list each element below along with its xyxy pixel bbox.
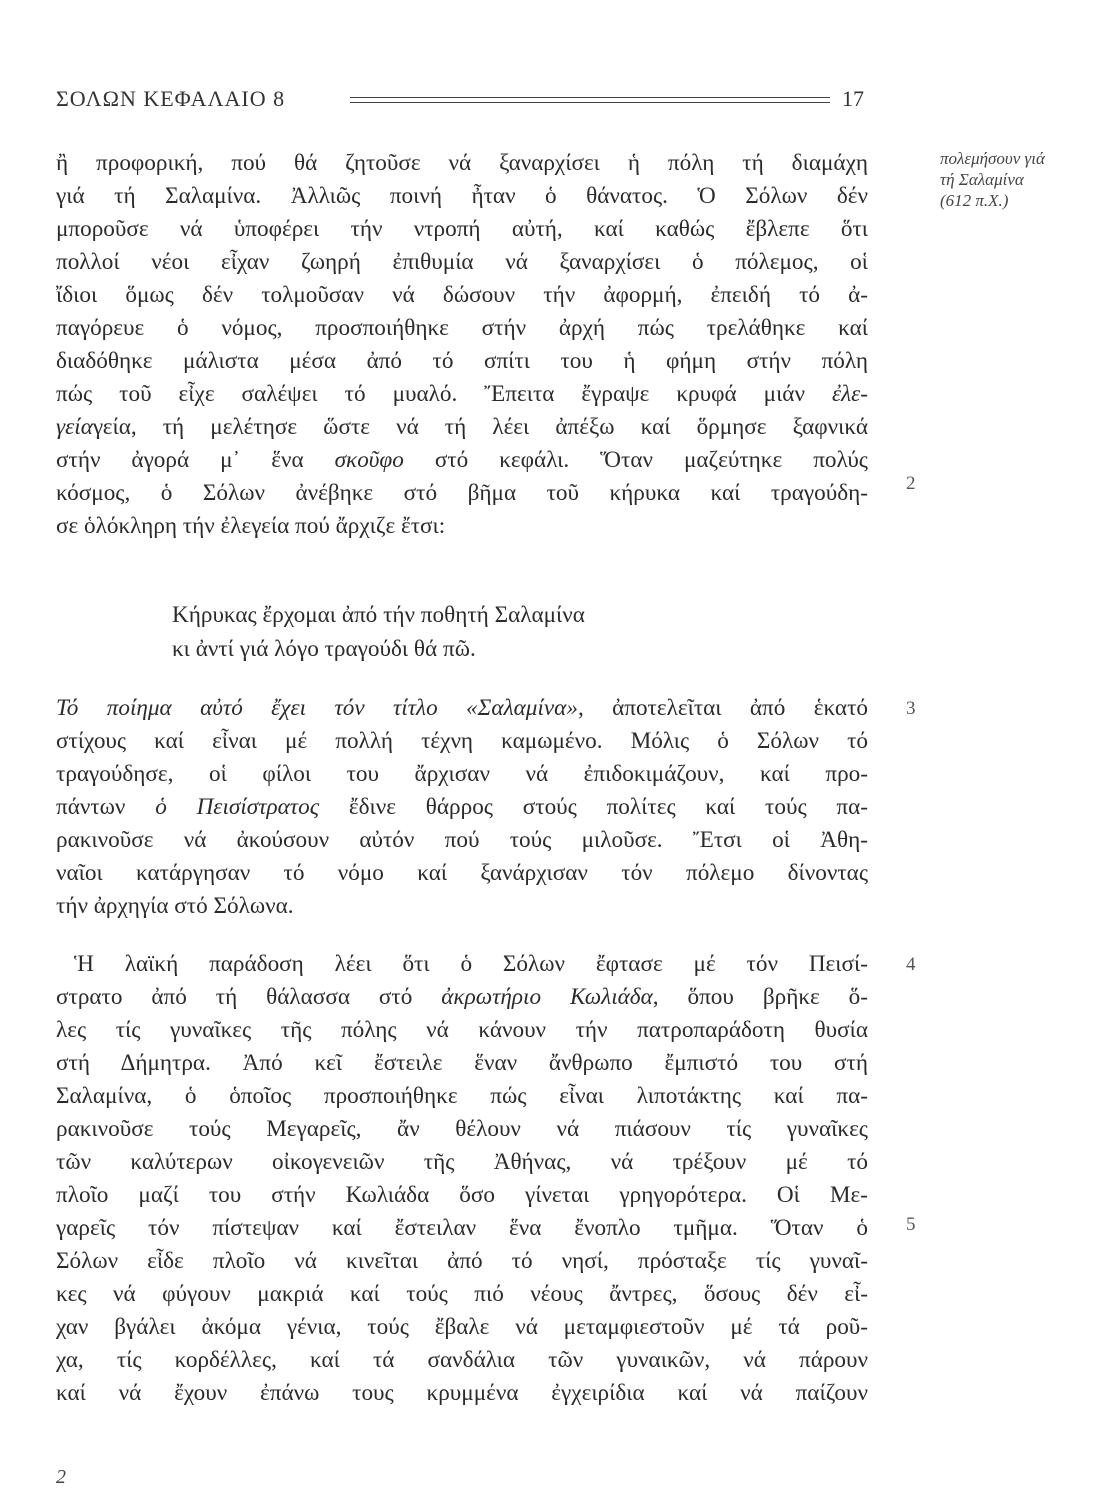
text-line: τήν ἀρχηγία στό Σόλωνα.: [56, 893, 294, 919]
paragraph-2: [56, 692, 868, 923]
text-line: Ἡ λαϊκή παράδοση λέει ὅτι ὁ Σόλων ἔφτασε μέ τόν Πεισί-: [74, 951, 868, 977]
page-number: 17: [842, 86, 864, 111]
text-run: στήν ἀγορά μ᾽ ἕνα: [56, 447, 335, 473]
italic-term: ἐλε-: [831, 381, 868, 407]
italic-term: ἀκρωτήριο Κωλιάδα: [441, 984, 653, 1010]
text-line: στίχους καί εἶναι μέ πολλή τέχνη καμωμένο. Μόλις ὁ Σόλων τό: [56, 728, 868, 754]
italic-term: σκοῦφο: [334, 447, 404, 473]
italic-term: Τό ποίημα αὐτό ἔχει τόν τίτλο «Σαλαμίνα»: [56, 695, 578, 721]
text-line: στή Δήμητρα. Ἀπό κεῖ ἔστειλε ἕναν ἄνθρωπο ἔμπιστό του στή: [56, 1050, 868, 1076]
margin-note-line: πολεμήσουν γιά: [940, 149, 1045, 168]
text-line: χα, τίς κορδέλλες, καί τά σανδάλια τῶν γυναικῶν, νά πάρουν: [56, 1347, 868, 1373]
text-line: λες τίς γυναῖκες τῆς πόλης νά κάνουν τήν πατροπαράδοτη θυσία: [56, 1017, 868, 1043]
text-run: πώς τοῦ εἶχε σαλέψει τό μυαλό. Ἔπειτα ἔγραψε κρυφά μιάν: [56, 381, 832, 407]
text-line: πολλοί νέοι εἶχαν ζωηρή ἐπιθυμία νά ξαναρχίσει ὁ πόλεμος, οἱ: [56, 249, 868, 275]
verse-line: κι ἀντί γιά λόγο τραγούδι θά πῶ.: [172, 636, 476, 662]
text-line: χαν βγάλει ἀκόμα γένια, τούς ἔβαλε νά μεταμφιεστοῦν μέ τά ροῦ-: [56, 1314, 868, 1340]
text-line: παγόρευε ὁ νόμος, προσποιήθηκε στήν ἀρχή πώς τρελάθηκε καί: [56, 315, 868, 341]
section-number: 5: [906, 1214, 916, 1235]
text-run: στό κεφάλι. Ὅταν μαζεύτηκε πολύς: [403, 447, 868, 473]
paragraph-1: [56, 147, 868, 543]
text-line: Σαλαμίνα, ὁ ὁποῖος προσποιήθηκε πώς εἶναι λιποτάκτης καί πα-: [56, 1083, 868, 1109]
text-line: πλοῖο μαζί του στήν Κωλιάδα ὅσο γίνεται γρηγορότερα. Οἱ Με-: [56, 1182, 868, 1208]
text-line: [56, 378, 868, 411]
text-line: [56, 411, 868, 444]
header-double-rule: [350, 97, 830, 103]
verse-quote: [172, 598, 812, 666]
text-run: πάντων: [56, 794, 156, 820]
signature-mark: 2: [56, 1466, 66, 1488]
section-number: 2: [906, 473, 916, 494]
text-line: ρακινοῦσε τούς Μεγαρεῖς, ἄν θέλουν νά πιάσουν τίς γυναῖκες: [56, 1116, 868, 1142]
text-line: Σόλων εἶδε πλοῖο νά κινεῖται ἀπό τό νησί, πρόσταξε τίς γυναῖ-: [56, 1248, 868, 1274]
text-line: τραγούδησε, οἱ φίλοι του ἄρχισαν νά ἐπιδοκιμάζουν, καί προ-: [56, 761, 868, 787]
text-run: ἔδινε θάρρος στούς πολίτες καί τούς πα-: [319, 794, 868, 820]
text-line: γαρεῖς τόν πίστεψαν καί ἔστειλαν ἕνα ἔνοπλο τμῆμα. Ὅταν ὁ: [56, 1215, 868, 1241]
text-line: [56, 692, 868, 725]
margin-note-line: τή Σαλαμίνα: [940, 170, 1024, 189]
text-line: κες νά φύγουν μακριά καί τούς πιό νέους ἄντρες, ὅσους δέν εἶ-: [56, 1281, 868, 1307]
paragraph-3: [56, 948, 868, 1410]
text-run: , ἀποτελεῖται ἀπό ἑκατό: [577, 695, 868, 721]
section-number: 3: [906, 698, 916, 719]
text-line: μποροῦσε νά ὑποφέρει τήν ντροπή αὐτή, καί καθώς ἔβλεπε ὅτι: [56, 216, 868, 242]
text-line: σε ὁλόκληρη τήν ἐλεγεία πού ἄρχιζε ἔτσι:: [56, 513, 446, 539]
text-run: γεία, τή μελέτησε ὥστε νά τή λέει ἀπέξω καί ὅρμησε ξαφνικά: [92, 414, 868, 440]
margin-note-line: (612 π.Χ.): [940, 191, 1009, 210]
text-line: τῶν καλύτερων οἰκογενειῶν τῆς Ἀθήνας, νά τρέξουν μέ τό: [56, 1149, 868, 1175]
section-number: 4: [906, 954, 916, 975]
verse-line: Κήρυκας ἔρχομαι ἀπό τήν ποθητή Σαλαμίνα: [172, 602, 585, 628]
running-header-title: ΣΟΛΩΝ ΚΕΦΑΛΑΙΟ 8: [56, 86, 286, 111]
text-line: ἢ προφορική, πού θά ζητοῦσε νά ξαναρχίσει ἡ πόλη τή διαμάχη: [56, 150, 868, 176]
text-line: ναῖοι κατάργησαν τό νόμο καί ξανάρχισαν τόν πόλεμο δίνοντας: [56, 860, 868, 886]
text-run: στρατο ἀπό τή θάλασσα στό: [56, 984, 442, 1010]
text-line: διαδόθηκε μάλιστα μέσα ἀπό τό σπίτι του ἡ φήμη στήν πόλη: [56, 348, 868, 374]
text-line: ρακινοῦσε νά ἀκούσουν αὐτόν πού τούς μιλοῦσε. Ἔτσι οἱ Ἀθη-: [56, 827, 868, 853]
margin-note: [940, 148, 1090, 211]
text-line: καί νά ἔχουν ἐπάνω τους κρυμμένα ἐγχειρίδια καί νά παίζουν: [56, 1380, 868, 1406]
text-line: [56, 791, 868, 824]
italic-term: γεία: [56, 414, 93, 440]
text-line: [56, 981, 868, 1014]
text-line: κόσμος, ὁ Σόλων ἀνέβηκε στό βῆμα τοῦ κήρυκα καί τραγούδη-: [56, 480, 868, 506]
text-line: ἴδιοι ὅμως δέν τολμοῦσαν νά δώσουν τήν ἀφορμή, ἐπειδή τό ἀ-: [56, 282, 868, 308]
text-run: , ὅπου βρῆκε ὅ-: [652, 984, 868, 1010]
text-line: [56, 444, 868, 477]
italic-term: ὁ Πεισίστρατος: [155, 794, 320, 820]
text-line: γιά τή Σαλαμίνα. Ἀλλιῶς ποινή ἦταν ὁ θάνατος. Ὁ Σόλων δέν: [56, 183, 868, 209]
